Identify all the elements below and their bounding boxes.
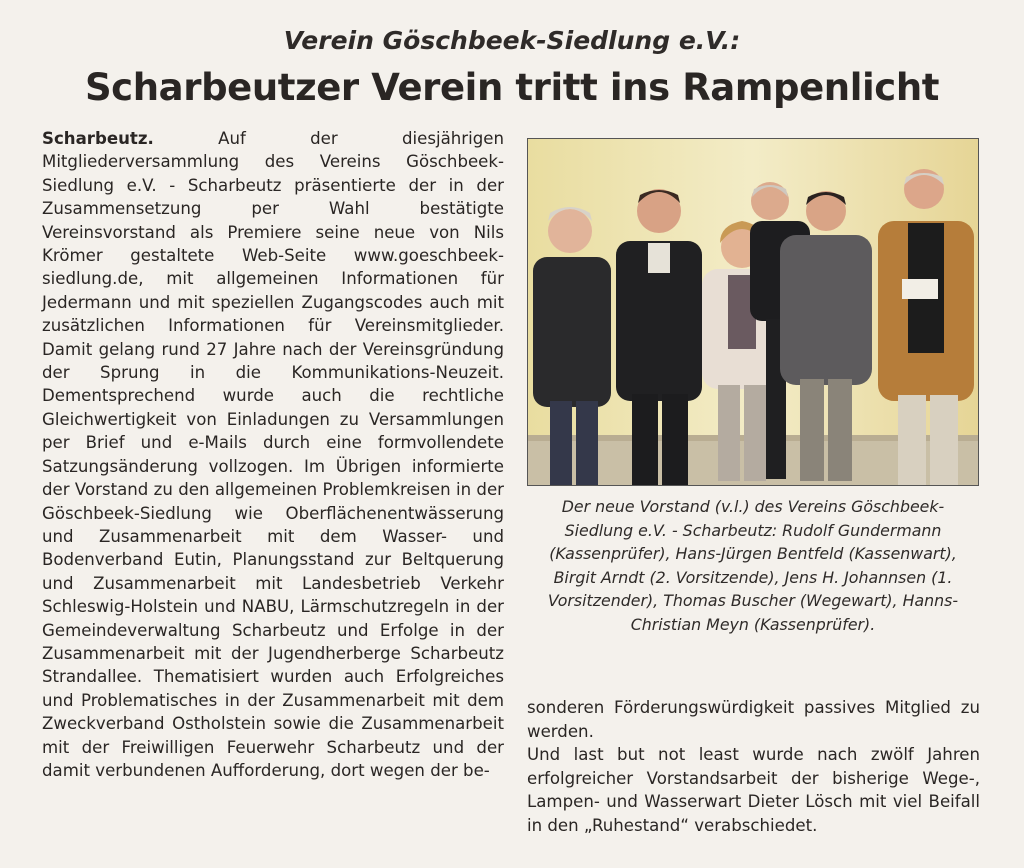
- headline: Scharbeutzer Verein tritt ins Rampenlicht: [84, 66, 940, 109]
- group-photo: [527, 138, 979, 486]
- photo-caption: Der neue Vorstand (v.l.) des Vereins Göschbeek-Siedlung e.V. - Scharbeutz: Rudolf Gundermann (Kassenprüfer), Hans-Jürgen Bentfeld (Kassenwart), Birgit Arndt (2. Vorsitzende), Jens H. Johannsen (1. Vorsitzender), Thomas Buscher (Wegewart), Hanns-Christian Meyn (Kassenprüfer).: [547, 497, 959, 634]
- kicker: Verein Göschbeek-Siedlung e.V.:: [283, 26, 741, 55]
- right-paragraph-1: sonderen Förderungswürdigkeit passives Mitglied zu werden.: [527, 698, 980, 741]
- dateline: Scharbeutz.: [42, 129, 154, 148]
- left-paragraph: [42, 127, 504, 782]
- right-paragraph-2: Und last but not least wurde nach zwölf Jahren erfolgreicher Vorstandsarbeit der bisherige Wege-, Lampen- und Wasserwart Dieter Lösch mit viel Beifall in den „Ruhestand“ verabschiedet.: [527, 745, 980, 835]
- right-column: [527, 696, 980, 838]
- group-photo-illustration: [528, 139, 978, 485]
- left-column: [42, 127, 504, 782]
- left-column-text: Auf der diesjährigen Mitgliederversammlung des Vereins Göschbeek-Siedlung e.V. - Scharbeutz präsentierte der in der Zusammensetzung per Wahl bestätigte Vereinsvorstand als Premiere seine neue von Nils Krömer gestaltete Web-Seite www.goeschbeek-siedlung.de, mit allgemeinen Informationen für Jedermann und mit speziellen Zugangscodes auch mit zusätzlichen Informationen für Vereinsmitglieder. Damit gelang rund 27 Jahre nach der Vereinsgründung der Sprung in die Kommunikations-Neuzeit. Dementsprechend wurde auch die rechtliche Gleichwertigkeit von Einladungen zu Versammlungen per Brief und e-Mails durch eine formvollendete Satzungsänderung vollzogen. Im Übrigen informierte der Vorstand zu den allgemeinen Problemkreisen in der Göschbeek-Siedlung wie Oberflächenentwässerung und Zusammenarbeit mit dem Wasser- und Bodenverband Eutin, Planungsstand zur Beltquerung und Zusammenarbeit mit Landesbetrieb Verkehr Schleswig-Holstein und NABU, Lärmschutzregeln in der Gemeindeverwaltung Scharbeutz und Erfolge in der Zusammenarbeit mit der Jugendherberge Scharbeutz Strandallee. Thematisiert wurden auch Erfolgreiches und Problematisches in der Zusammenarbeit mit dem Zweckverband Ostholstein sowie die Zusammenarbeit mit der Freiwilligen Feuerwehr Scharbeutz und der damit verbundenen Aufforderung, dort wegen der be-: [42, 129, 504, 780]
